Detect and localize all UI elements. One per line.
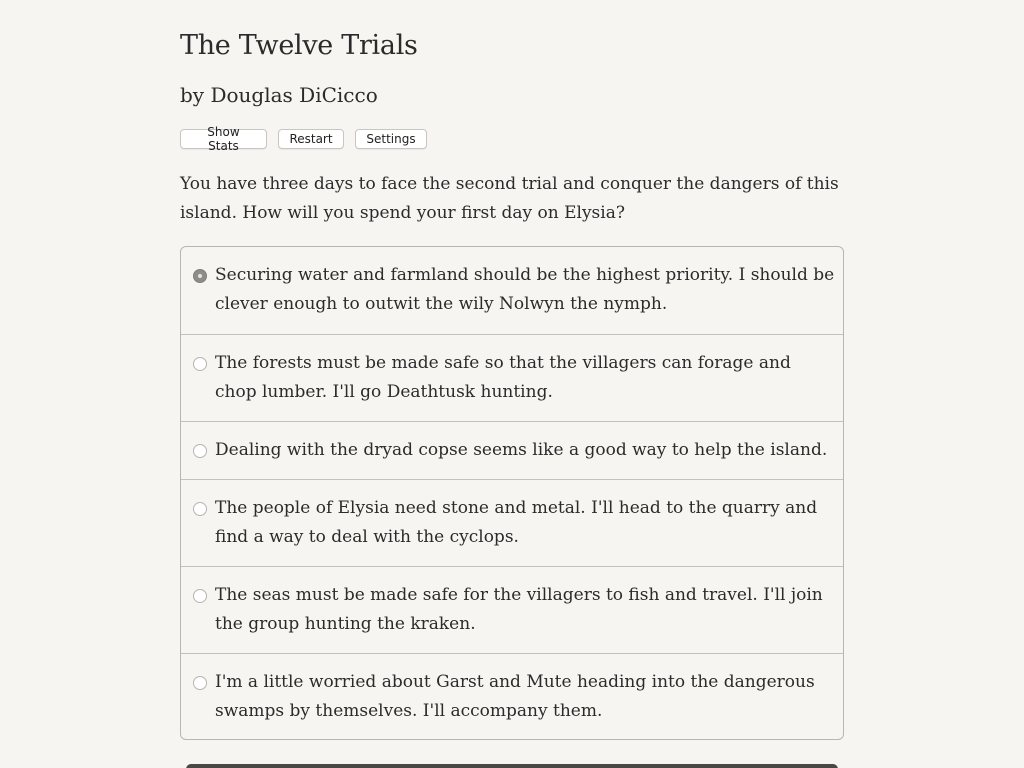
next-button-edge[interactable]	[186, 764, 838, 768]
restart-button[interactable]: Restart	[278, 129, 344, 149]
game-title: The Twelve Trials	[180, 30, 418, 61]
choice-option[interactable]	[181, 421, 843, 479]
radio-icon[interactable]	[193, 676, 207, 690]
story-prompt: You have three days to face the second trial and conquer the dangers of this island. How will you spend your first day on Elysia?	[180, 174, 839, 223]
choice-label: The seas must be made safe for the villagers to fish and travel. I'll join the group hunting the kraken.	[215, 585, 823, 634]
choice-label: Securing water and farmland should be the highest priority. I should be clever enough to outwit the wily Nolwyn the nymph.	[215, 265, 835, 314]
choice-option[interactable]	[181, 653, 843, 739]
radio-selected-icon[interactable]	[193, 269, 207, 283]
radio-icon[interactable]	[193, 444, 207, 458]
choice-option[interactable]	[181, 566, 843, 653]
choice-label: The forests must be made safe so that the villagers can forage and chop lumber. I'll go Deathtusk hunting.	[215, 353, 791, 402]
choice-option[interactable]	[181, 334, 843, 421]
show-stats-button[interactable]: Show Stats	[180, 129, 267, 149]
choice-option[interactable]	[181, 479, 843, 566]
radio-icon[interactable]	[193, 589, 207, 603]
radio-icon[interactable]	[193, 357, 207, 371]
choice-list	[180, 246, 844, 740]
choice-label: I'm a little worried about Garst and Mute heading into the dangerous swamps by themselves. I'll accompany them.	[215, 672, 815, 721]
radio-icon[interactable]	[193, 502, 207, 516]
toolbar	[180, 125, 427, 153]
choice-label: The people of Elysia need stone and metal. I'll head to the quarry and find a way to deal with the cyclops.	[215, 498, 818, 547]
choice-option[interactable]	[181, 247, 843, 334]
choice-label: Dealing with the dryad copse seems like a good way to help the island.	[215, 440, 828, 460]
settings-button[interactable]: Settings	[355, 129, 427, 149]
game-author: by Douglas DiCicco	[180, 83, 378, 107]
